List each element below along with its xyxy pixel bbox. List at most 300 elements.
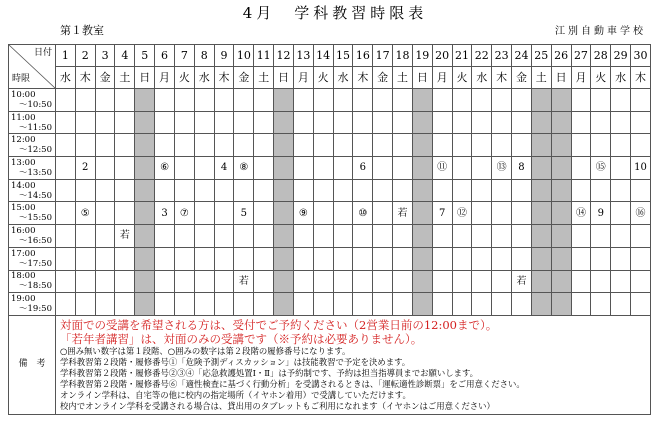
lesson-cell — [452, 179, 472, 202]
day-number-cell: 15 — [333, 45, 353, 67]
day-number-cell: 14 — [313, 45, 333, 67]
weekday-cell: 日 — [274, 67, 294, 89]
classroom-label: 第１教室 — [60, 24, 104, 37]
lesson-cell — [472, 202, 492, 225]
day-number-cell: 19 — [412, 45, 432, 67]
lesson-cell — [155, 89, 175, 112]
lesson-cell — [591, 89, 611, 112]
period-time-cell — [9, 293, 56, 316]
lesson-cell — [135, 179, 155, 202]
lesson-cell — [531, 270, 551, 293]
lesson-cell — [472, 270, 492, 293]
period-row — [9, 134, 651, 157]
lesson-cell — [313, 111, 333, 134]
day-number-cell: 6 — [155, 45, 175, 67]
lesson-cell — [571, 225, 591, 248]
lesson-cell — [631, 293, 651, 316]
period-start: 11:00 — [11, 112, 36, 123]
lesson-cell — [293, 89, 313, 112]
lesson-cell — [313, 179, 333, 202]
lesson-cell — [492, 293, 512, 316]
weekday-cell: 月 — [155, 67, 175, 89]
lesson-cell — [174, 247, 194, 270]
weekday-cell: 木 — [492, 67, 512, 89]
lesson-cell — [531, 202, 551, 225]
lesson-cell — [214, 179, 234, 202]
day-number-cell: 26 — [551, 45, 571, 67]
period-row — [9, 157, 651, 180]
lesson-cell: ⑤ — [75, 202, 95, 225]
lesson-cell — [631, 179, 651, 202]
weekday-cell: 日 — [551, 67, 571, 89]
lesson-cell — [412, 247, 432, 270]
lesson-cell — [531, 293, 551, 316]
remark-line: 学科教習第２段階・履修番号②③④「応急救護処置Ⅰ・Ⅱ」は予約制です、予約は担当指導員までお願いします。 — [60, 367, 479, 378]
lesson-cell — [194, 179, 214, 202]
day-number-cell: 16 — [353, 45, 373, 67]
weekday-cell: 木 — [75, 67, 95, 89]
lesson-cell — [313, 157, 333, 180]
lesson-cell — [254, 202, 274, 225]
weekday-cell: 水 — [194, 67, 214, 89]
day-number-cell: 13 — [293, 45, 313, 67]
lesson-cell — [234, 225, 254, 248]
lesson-cell — [254, 247, 274, 270]
lesson-cell — [373, 89, 393, 112]
lesson-cell — [531, 225, 551, 248]
lesson-cell — [214, 293, 234, 316]
period-start: 14:00 — [11, 180, 36, 191]
lesson-cell — [452, 89, 472, 112]
lesson-cell — [234, 247, 254, 270]
lesson-cell — [591, 179, 611, 202]
period-time-cell — [9, 157, 56, 180]
lesson-cell — [591, 293, 611, 316]
day-number-cell: 25 — [531, 45, 551, 67]
lesson-cell — [353, 134, 373, 157]
lesson-cell — [452, 134, 472, 157]
page-title: 4月 学科教習時限表 — [242, 4, 428, 22]
lesson-cell — [393, 293, 413, 316]
period-end: 〜10:50 — [19, 99, 52, 110]
weekday-cell: 土 — [115, 67, 135, 89]
period-row — [9, 202, 651, 225]
lesson-cell — [95, 179, 115, 202]
lesson-cell — [531, 247, 551, 270]
lesson-cell — [452, 293, 472, 316]
weekday-cell: 金 — [95, 67, 115, 89]
lesson-cell — [591, 111, 611, 134]
lesson-cell — [512, 225, 532, 248]
lesson-cell — [531, 111, 551, 134]
lesson-cell — [174, 270, 194, 293]
day-number-cell: 5 — [135, 45, 155, 67]
lesson-cell — [333, 157, 353, 180]
weekday-cell: 水 — [472, 67, 492, 89]
lesson-cell — [95, 111, 115, 134]
corner-header — [9, 45, 56, 89]
period-start: 17:00 — [11, 248, 36, 259]
lesson-cell — [492, 270, 512, 293]
lesson-cell — [95, 157, 115, 180]
lesson-cell — [274, 202, 294, 225]
lesson-cell — [115, 134, 135, 157]
lesson-cell — [135, 293, 155, 316]
lesson-cell — [115, 111, 135, 134]
lesson-cell — [492, 225, 512, 248]
lesson-cell — [194, 89, 214, 112]
lesson-cell — [155, 225, 175, 248]
lesson-cell — [174, 134, 194, 157]
lesson-cell — [571, 111, 591, 134]
lesson-cell — [412, 225, 432, 248]
weekday-cell: 火 — [174, 67, 194, 89]
period-end: 〜11:50 — [19, 122, 52, 133]
lesson-cell — [353, 179, 373, 202]
lesson-cell — [611, 293, 631, 316]
lesson-cell — [234, 111, 254, 134]
lesson-cell — [512, 134, 532, 157]
lesson-cell: 8 — [512, 157, 532, 180]
lesson-cell — [293, 270, 313, 293]
period-start: 19:00 — [11, 294, 36, 305]
lesson-cell — [214, 247, 234, 270]
lesson-cell — [75, 89, 95, 112]
period-time-cell — [9, 247, 56, 270]
day-number-cell: 30 — [631, 45, 651, 67]
lesson-cell — [353, 225, 373, 248]
weekday-cell: 火 — [452, 67, 472, 89]
day-number-cell: 12 — [274, 45, 294, 67]
lesson-cell — [254, 111, 274, 134]
lesson-cell — [214, 134, 234, 157]
lesson-cell — [214, 225, 234, 248]
lesson-cell — [412, 179, 432, 202]
lesson-cell — [452, 225, 472, 248]
period-time-cell — [9, 179, 56, 202]
lesson-cell — [472, 225, 492, 248]
lesson-cell — [353, 293, 373, 316]
weekday-cell: 木 — [631, 67, 651, 89]
period-time-cell — [9, 134, 56, 157]
period-end: 〜17:50 — [19, 258, 52, 269]
period-row — [9, 247, 651, 270]
day-number-cell: 17 — [373, 45, 393, 67]
lesson-cell — [611, 179, 631, 202]
lesson-cell — [551, 134, 571, 157]
lesson-cell — [56, 225, 76, 248]
lesson-cell — [571, 247, 591, 270]
lesson-cell — [174, 225, 194, 248]
lesson-cell: ⑬ — [492, 157, 512, 180]
lesson-cell — [512, 247, 532, 270]
day-number-cell: 29 — [611, 45, 631, 67]
lesson-cell — [194, 270, 214, 293]
period-time-cell — [9, 225, 56, 248]
lesson-cell — [333, 179, 353, 202]
lesson-cell — [611, 247, 631, 270]
day-number-cell: 8 — [194, 45, 214, 67]
weekday-cell: 日 — [412, 67, 432, 89]
period-header-label: 時限 — [12, 74, 31, 84]
lesson-cell — [432, 134, 452, 157]
lesson-cell — [472, 134, 492, 157]
period-end: 〜14:50 — [19, 190, 52, 201]
lesson-cell — [75, 111, 95, 134]
lesson-cell — [313, 247, 333, 270]
lesson-cell — [353, 89, 373, 112]
period-end: 〜16:50 — [19, 235, 52, 246]
remark-notice: 「若年者講習」は、対面のみの受講です（※予約は必要ありません）。 — [60, 331, 423, 346]
day-number-cell: 2 — [75, 45, 95, 67]
lesson-cell — [611, 134, 631, 157]
lesson-cell — [531, 157, 551, 180]
lesson-cell — [214, 89, 234, 112]
lesson-cell — [155, 247, 175, 270]
lesson-cell — [155, 179, 175, 202]
lesson-cell — [611, 270, 631, 293]
lesson-cell — [393, 225, 413, 248]
lesson-cell — [194, 111, 214, 134]
lesson-cell: 7 — [432, 202, 452, 225]
lesson-cell — [551, 293, 571, 316]
lesson-cell — [254, 225, 274, 248]
lesson-cell: 6 — [353, 157, 373, 180]
remark-line: 学科教習第２段階・履修番号①「危険予測ディスカッション」は技能教習で予定を決めます。 — [60, 356, 411, 367]
lesson-cell — [174, 111, 194, 134]
lesson-cell — [274, 247, 294, 270]
weekday-cell: 月 — [432, 67, 452, 89]
period-time-cell — [9, 270, 56, 293]
lesson-cell — [472, 179, 492, 202]
period-start: 13:00 — [11, 157, 36, 168]
remarks-label: 備 考 — [9, 315, 56, 414]
lesson-cell — [333, 225, 353, 248]
lesson-cell — [135, 89, 155, 112]
lesson-cell: ⑨ — [293, 202, 313, 225]
lesson-cell: ⑦ — [174, 202, 194, 225]
lesson-cell — [75, 225, 95, 248]
lesson-cell — [194, 225, 214, 248]
day-header-label: 日付 — [33, 48, 52, 58]
lesson-cell — [274, 157, 294, 180]
lesson-cell — [56, 247, 76, 270]
lesson-cell — [412, 202, 432, 225]
day-number-cell: 11 — [254, 45, 274, 67]
period-start: 18:00 — [11, 271, 36, 282]
lesson-cell — [95, 89, 115, 112]
lesson-cell — [155, 270, 175, 293]
lesson-cell — [135, 225, 155, 248]
lesson-cell — [631, 225, 651, 248]
lesson-cell — [194, 247, 214, 270]
lesson-cell — [393, 111, 413, 134]
lesson-cell — [492, 134, 512, 157]
lesson-cell — [293, 293, 313, 316]
lesson-cell — [512, 202, 532, 225]
lesson-cell: ⑭ — [571, 202, 591, 225]
lesson-cell — [591, 134, 611, 157]
lesson-cell — [254, 270, 274, 293]
remarks-row — [9, 315, 651, 414]
day-number-cell: 1 — [56, 45, 76, 67]
period-start: 16:00 — [11, 225, 36, 236]
lesson-cell — [155, 134, 175, 157]
lesson-cell — [393, 157, 413, 180]
day-number-cell: 4 — [115, 45, 135, 67]
lesson-cell — [551, 202, 571, 225]
lesson-cell — [492, 89, 512, 112]
lesson-cell — [432, 225, 452, 248]
lesson-cell — [452, 270, 472, 293]
lesson-cell — [432, 293, 452, 316]
lesson-cell: 2 — [75, 157, 95, 180]
lesson-cell — [254, 89, 274, 112]
lesson-cell — [293, 157, 313, 180]
lesson-cell — [115, 247, 135, 270]
lesson-cell: ⑯ — [631, 202, 651, 225]
lesson-cell: ⑪ — [432, 157, 452, 180]
lesson-cell — [174, 157, 194, 180]
lesson-cell: 若 — [393, 202, 413, 225]
weekday-cell: 水 — [333, 67, 353, 89]
lesson-cell — [512, 179, 532, 202]
lesson-cell — [591, 225, 611, 248]
lesson-cell — [393, 179, 413, 202]
lesson-cell — [373, 247, 393, 270]
lesson-cell: ⑥ — [155, 157, 175, 180]
lesson-cell — [274, 179, 294, 202]
lesson-cell — [551, 270, 571, 293]
day-number-cell: 28 — [591, 45, 611, 67]
lesson-cell — [135, 134, 155, 157]
lesson-cell — [492, 111, 512, 134]
lesson-cell — [214, 111, 234, 134]
weekday-cell: 火 — [591, 67, 611, 89]
lesson-cell — [56, 111, 76, 134]
day-number-cell: 21 — [452, 45, 472, 67]
weekday-cell: 金 — [512, 67, 532, 89]
lesson-cell — [194, 293, 214, 316]
day-number-cell: 9 — [214, 45, 234, 67]
lesson-cell — [274, 134, 294, 157]
timetable — [8, 44, 651, 415]
lesson-cell — [135, 247, 155, 270]
lesson-cell — [75, 179, 95, 202]
lesson-cell — [432, 111, 452, 134]
lesson-cell — [254, 134, 274, 157]
period-end: 〜15:50 — [19, 213, 52, 224]
lesson-cell — [432, 247, 452, 270]
lesson-cell — [353, 247, 373, 270]
lesson-cell — [551, 247, 571, 270]
weekday-cell: 土 — [254, 67, 274, 89]
lesson-cell — [412, 157, 432, 180]
weekday-cell: 水 — [611, 67, 631, 89]
lesson-cell — [56, 157, 76, 180]
lesson-cell: 4 — [214, 157, 234, 180]
lesson-cell — [393, 270, 413, 293]
lesson-cell — [393, 134, 413, 157]
day-number-cell: 10 — [234, 45, 254, 67]
lesson-cell — [194, 157, 214, 180]
weekday-cell: 日 — [135, 67, 155, 89]
period-time-cell — [9, 89, 56, 112]
lesson-cell — [611, 225, 631, 248]
lesson-cell — [571, 293, 591, 316]
lesson-cell — [571, 179, 591, 202]
lesson-cell — [95, 247, 115, 270]
lesson-cell — [393, 89, 413, 112]
period-row — [9, 89, 651, 112]
weekday-cell: 木 — [214, 67, 234, 89]
lesson-cell — [274, 89, 294, 112]
lesson-cell: 若 — [512, 270, 532, 293]
lesson-cell — [531, 89, 551, 112]
lesson-cell — [293, 179, 313, 202]
lesson-cell — [155, 293, 175, 316]
day-number-row — [9, 45, 651, 67]
lesson-cell — [591, 270, 611, 293]
day-number-cell: 7 — [174, 45, 194, 67]
period-end: 〜19:50 — [19, 304, 52, 315]
lesson-cell — [115, 157, 135, 180]
lesson-cell — [56, 293, 76, 316]
period-start: 10:00 — [11, 89, 36, 100]
lesson-cell — [472, 89, 492, 112]
remark-line: ○囲み無い数字は第１段階、○囲みの数字は第２段階の履修番号になります。 — [60, 345, 351, 356]
lesson-cell — [313, 270, 333, 293]
lesson-cell: 9 — [591, 202, 611, 225]
weekday-row — [9, 67, 651, 89]
lesson-cell — [313, 134, 333, 157]
lesson-cell — [631, 270, 651, 293]
lesson-cell — [313, 293, 333, 316]
lesson-cell: ⑫ — [452, 202, 472, 225]
lesson-cell — [115, 89, 135, 112]
lesson-cell — [432, 89, 452, 112]
lesson-cell — [551, 225, 571, 248]
lesson-cell — [254, 293, 274, 316]
day-number-cell: 22 — [472, 45, 492, 67]
period-row — [9, 293, 651, 316]
lesson-cell — [234, 89, 254, 112]
lesson-cell — [75, 293, 95, 316]
period-row — [9, 111, 651, 134]
lesson-cell — [631, 134, 651, 157]
day-number-cell: 18 — [393, 45, 413, 67]
lesson-cell — [333, 202, 353, 225]
lesson-cell — [432, 270, 452, 293]
lesson-cell — [373, 225, 393, 248]
period-time-cell — [9, 202, 56, 225]
lesson-cell — [135, 157, 155, 180]
lesson-cell — [412, 89, 432, 112]
period-end: 〜18:50 — [19, 281, 52, 292]
lesson-cell — [393, 247, 413, 270]
weekday-cell: 金 — [234, 67, 254, 89]
lesson-cell: ⑩ — [353, 202, 373, 225]
lesson-cell — [115, 202, 135, 225]
lesson-cell — [194, 134, 214, 157]
lesson-cell — [234, 134, 254, 157]
lesson-cell: 若 — [234, 270, 254, 293]
lesson-cell — [611, 89, 631, 112]
lesson-cell — [412, 111, 432, 134]
lesson-cell — [631, 247, 651, 270]
lesson-cell — [571, 89, 591, 112]
lesson-cell — [531, 134, 551, 157]
